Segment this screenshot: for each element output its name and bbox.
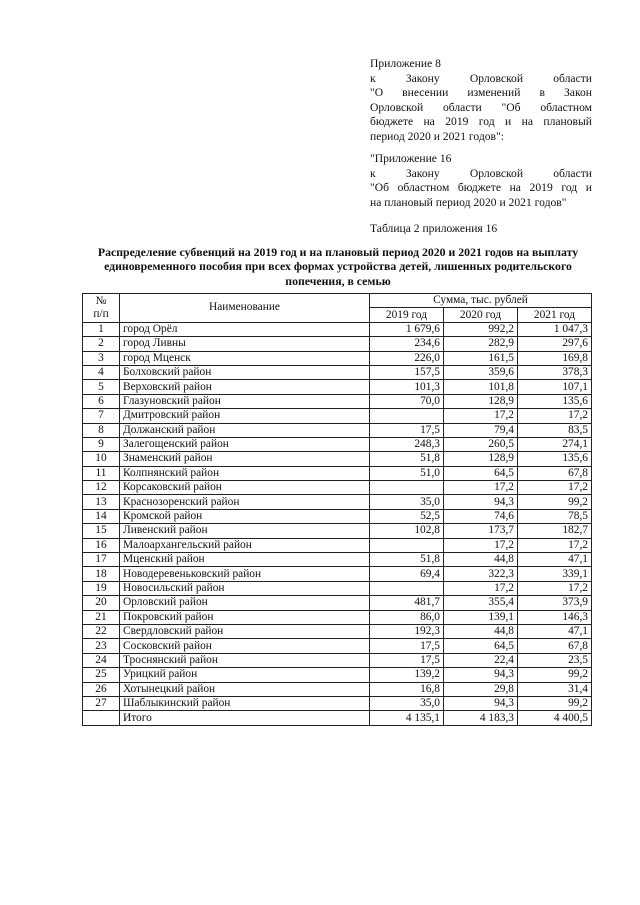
table-header (83, 294, 592, 323)
row-value-2020: 29,8 (444, 682, 518, 696)
row-name: Залегощенский район (120, 437, 370, 451)
row-value-2021: 83,5 (518, 423, 592, 437)
row-value-2021: 274,1 (518, 437, 592, 451)
table-row (83, 322, 592, 336)
row-value-2019: 192,3 (370, 624, 444, 638)
row-name: Глазуновский район (120, 394, 370, 408)
row-number: 20 (83, 596, 120, 610)
table-row (83, 524, 592, 538)
row-number: 23 (83, 639, 120, 653)
row-number: 9 (83, 437, 120, 451)
row-number: 25 (83, 668, 120, 682)
row-value-2021: 17,2 (518, 538, 592, 552)
row-value-2020: 94,3 (444, 668, 518, 682)
annex-8-line: к Закону Орловской области (370, 71, 592, 85)
table-row (83, 365, 592, 379)
row-value-2019: 16,8 (370, 682, 444, 696)
row-value-2019: 35,0 (370, 495, 444, 509)
row-number: 14 (83, 509, 120, 523)
row-number: 6 (83, 394, 120, 408)
row-number: 26 (83, 682, 120, 696)
row-value-2019: 17,5 (370, 423, 444, 437)
row-value-2020: 282,9 (444, 337, 518, 351)
row-value-2020: 992,2 (444, 322, 518, 336)
row-value-2019: 51,8 (370, 452, 444, 466)
header-sum: Сумма, тыс. рублей (370, 294, 592, 308)
annex-8-line: "О внесении изменений в Закон (370, 86, 592, 100)
row-value-2021: 135,6 (518, 452, 592, 466)
row-name: Болховский район (120, 365, 370, 379)
row-name: Сосковский район (120, 639, 370, 653)
row-value-2020: 17,2 (444, 538, 518, 552)
total-label: Итого (120, 711, 370, 725)
row-number: 3 (83, 351, 120, 365)
row-name: Кромской район (120, 509, 370, 523)
row-value-2021: 107,1 (518, 380, 592, 394)
row-name: Дмитровский район (120, 409, 370, 423)
row-value-2019: 481,7 (370, 596, 444, 610)
row-value-2020: 44,8 (444, 624, 518, 638)
annex-8-line: Орловской области "Об областном (370, 100, 592, 114)
table-row (83, 452, 592, 466)
row-name: Знаменский район (120, 452, 370, 466)
table-row (83, 423, 592, 437)
row-name: Малоархангельский район (120, 538, 370, 552)
annex-8-line: бюджете на 2019 год и на плановый (370, 115, 592, 129)
table-row (83, 538, 592, 552)
row-value-2020: 128,9 (444, 452, 518, 466)
row-number: 16 (83, 538, 120, 552)
row-value-2020: 355,4 (444, 596, 518, 610)
row-value-2020: 139,1 (444, 610, 518, 624)
row-value-2019: 86,0 (370, 610, 444, 624)
row-value-2019: 102,8 (370, 524, 444, 538)
row-value-2020: 260,5 (444, 437, 518, 451)
row-value-2021: 339,1 (518, 567, 592, 581)
annex-8-line: период 2020 и 2021 годов": (370, 129, 504, 143)
row-value-2019: 52,5 (370, 509, 444, 523)
table-row (83, 394, 592, 408)
row-number: 19 (83, 581, 120, 595)
row-value-2021: 47,1 (518, 553, 592, 567)
row-value-2020: 359,6 (444, 365, 518, 379)
header-year-2019: 2019 год (370, 308, 444, 322)
table-header-row (83, 294, 592, 308)
row-name: город Орёл (120, 322, 370, 336)
row-value-2020: 101,8 (444, 380, 518, 394)
table-row (83, 495, 592, 509)
table-row (83, 567, 592, 581)
row-number: 17 (83, 553, 120, 567)
total-value-2021: 4 400,5 (518, 711, 592, 725)
row-value-2019: 101,3 (370, 380, 444, 394)
row-value-2021: 99,2 (518, 668, 592, 682)
row-number: 11 (83, 466, 120, 480)
table-row (83, 351, 592, 365)
row-value-2019: 17,5 (370, 653, 444, 667)
row-value-2019 (370, 409, 444, 423)
table-row (83, 624, 592, 638)
row-value-2019: 226,0 (370, 351, 444, 365)
row-value-2019: 51,0 (370, 466, 444, 480)
annex-16-note (370, 152, 592, 210)
row-value-2019 (370, 481, 444, 495)
table-row (83, 596, 592, 610)
table-row (83, 653, 592, 667)
row-name: Верховский район (120, 380, 370, 394)
row-name: Новосильский район (120, 581, 370, 595)
row-value-2019: 234,6 (370, 337, 444, 351)
row-value-2019: 157,5 (370, 365, 444, 379)
row-value-2021: 17,2 (518, 409, 592, 423)
row-value-2019 (370, 581, 444, 595)
row-name: Мценский район (120, 553, 370, 567)
row-value-2020: 74,6 (444, 509, 518, 523)
row-value-2020: 64,5 (444, 466, 518, 480)
table-row (83, 509, 592, 523)
row-value-2020: 128,9 (444, 394, 518, 408)
subsidy-table (82, 293, 592, 726)
annex-16-line: "Об областном бюджете на 2019 год и (370, 181, 592, 195)
row-value-2021: 17,2 (518, 581, 592, 595)
row-number: 18 (83, 567, 120, 581)
row-value-2021: 99,2 (518, 495, 592, 509)
row-value-2019: 35,0 (370, 696, 444, 710)
annex-8-heading: Приложение 8 (370, 57, 441, 70)
row-value-2021: 67,8 (518, 466, 592, 480)
table-row (83, 553, 592, 567)
table-row (83, 466, 592, 480)
row-value-2019: 70,0 (370, 394, 444, 408)
row-value-2021: 99,2 (518, 696, 592, 710)
row-value-2021: 23,5 (518, 653, 592, 667)
row-name: Шаблыкинский район (120, 696, 370, 710)
row-name: Урицкий район (120, 668, 370, 682)
row-value-2019: 51,8 (370, 553, 444, 567)
row-value-2020: 94,3 (444, 495, 518, 509)
row-name: Новодеревеньковский район (120, 567, 370, 581)
table-row (83, 409, 592, 423)
table-caption: Таблица 2 приложения 16 (370, 222, 498, 235)
total-value-2020: 4 183,3 (444, 711, 518, 725)
row-name: город Мценск (120, 351, 370, 365)
row-value-2020: 322,3 (444, 567, 518, 581)
row-value-2019 (370, 538, 444, 552)
table-row (83, 610, 592, 624)
row-name: Свердловский район (120, 624, 370, 638)
row-value-2020: 17,2 (444, 409, 518, 423)
row-name: Хотынецкий район (120, 682, 370, 696)
row-value-2021: 182,7 (518, 524, 592, 538)
row-value-2020: 17,2 (444, 481, 518, 495)
row-number: 22 (83, 624, 120, 638)
row-number: 2 (83, 337, 120, 351)
annex-16-heading: "Приложение 16 (370, 152, 452, 165)
row-number: 8 (83, 423, 120, 437)
row-value-2020: 94,3 (444, 696, 518, 710)
row-value-2021: 297,6 (518, 337, 592, 351)
row-value-2019: 139,2 (370, 668, 444, 682)
row-value-2021: 1 047,3 (518, 322, 592, 336)
row-number: 15 (83, 524, 120, 538)
annex-8-note (370, 57, 592, 145)
row-value-2020: 79,4 (444, 423, 518, 437)
row-value-2021: 31,4 (518, 682, 592, 696)
row-value-2019: 248,3 (370, 437, 444, 451)
row-number: 5 (83, 380, 120, 394)
row-name: Ливенский район (120, 524, 370, 538)
row-value-2019: 69,4 (370, 567, 444, 581)
row-name: Колпнянский район (120, 466, 370, 480)
row-value-2020: 161,5 (444, 351, 518, 365)
row-name: Должанский район (120, 423, 370, 437)
row-value-2021: 169,8 (518, 351, 592, 365)
table-body (83, 322, 592, 725)
row-value-2021: 378,3 (518, 365, 592, 379)
row-name: Краснозоренский район (120, 495, 370, 509)
table-row (83, 581, 592, 595)
row-value-2021: 135,6 (518, 394, 592, 408)
table-row (83, 682, 592, 696)
row-number: 27 (83, 696, 120, 710)
table-row (83, 380, 592, 394)
row-value-2020: 173,7 (444, 524, 518, 538)
row-value-2020: 44,8 (444, 553, 518, 567)
row-number: 21 (83, 610, 120, 624)
row-number: 10 (83, 452, 120, 466)
annex-16-line: к Закону Орловской области (370, 166, 592, 180)
annex-16-line: на плановый период 2020 и 2021 годов" (370, 195, 567, 209)
row-number: 7 (83, 409, 120, 423)
row-name: Троснянский район (120, 653, 370, 667)
table-total-row (83, 711, 592, 725)
table-row (83, 437, 592, 451)
header-year-2020: 2020 год (444, 308, 518, 322)
row-value-2021: 146,3 (518, 610, 592, 624)
header-year-2021: 2021 год (518, 308, 592, 322)
row-name: Покровский район (120, 610, 370, 624)
row-value-2021: 67,8 (518, 639, 592, 653)
row-number: 12 (83, 481, 120, 495)
row-number: 4 (83, 365, 120, 379)
row-value-2021: 47,1 (518, 624, 592, 638)
table-row (83, 337, 592, 351)
row-value-2021: 78,5 (518, 509, 592, 523)
table-row (83, 639, 592, 653)
row-value-2020: 22,4 (444, 653, 518, 667)
row-name: город Ливны (120, 337, 370, 351)
header-number: № п/п (83, 294, 120, 323)
table-row (83, 668, 592, 682)
document-title: Распределение субвенций на 2019 год и на плановый период 2020 и 2021 годов на выплату единовременного пособия при всех формах устройства детей, лишенных родительского попечения, в семью (97, 245, 579, 288)
row-number: 13 (83, 495, 120, 509)
row-name: Орловский район (120, 596, 370, 610)
row-value-2019: 1 679,6 (370, 322, 444, 336)
table-row (83, 481, 592, 495)
row-number: 24 (83, 653, 120, 667)
row-number: 1 (83, 322, 120, 336)
total-value-2019: 4 135,1 (370, 711, 444, 725)
header-name: Наименование (120, 294, 370, 323)
row-name: Корсаковский район (120, 481, 370, 495)
row-value-2021: 373,9 (518, 596, 592, 610)
row-value-2020: 17,2 (444, 581, 518, 595)
row-value-2020: 64,5 (444, 639, 518, 653)
total-number-cell (83, 711, 120, 725)
row-value-2021: 17,2 (518, 481, 592, 495)
table-row (83, 696, 592, 710)
row-value-2019: 17,5 (370, 639, 444, 653)
